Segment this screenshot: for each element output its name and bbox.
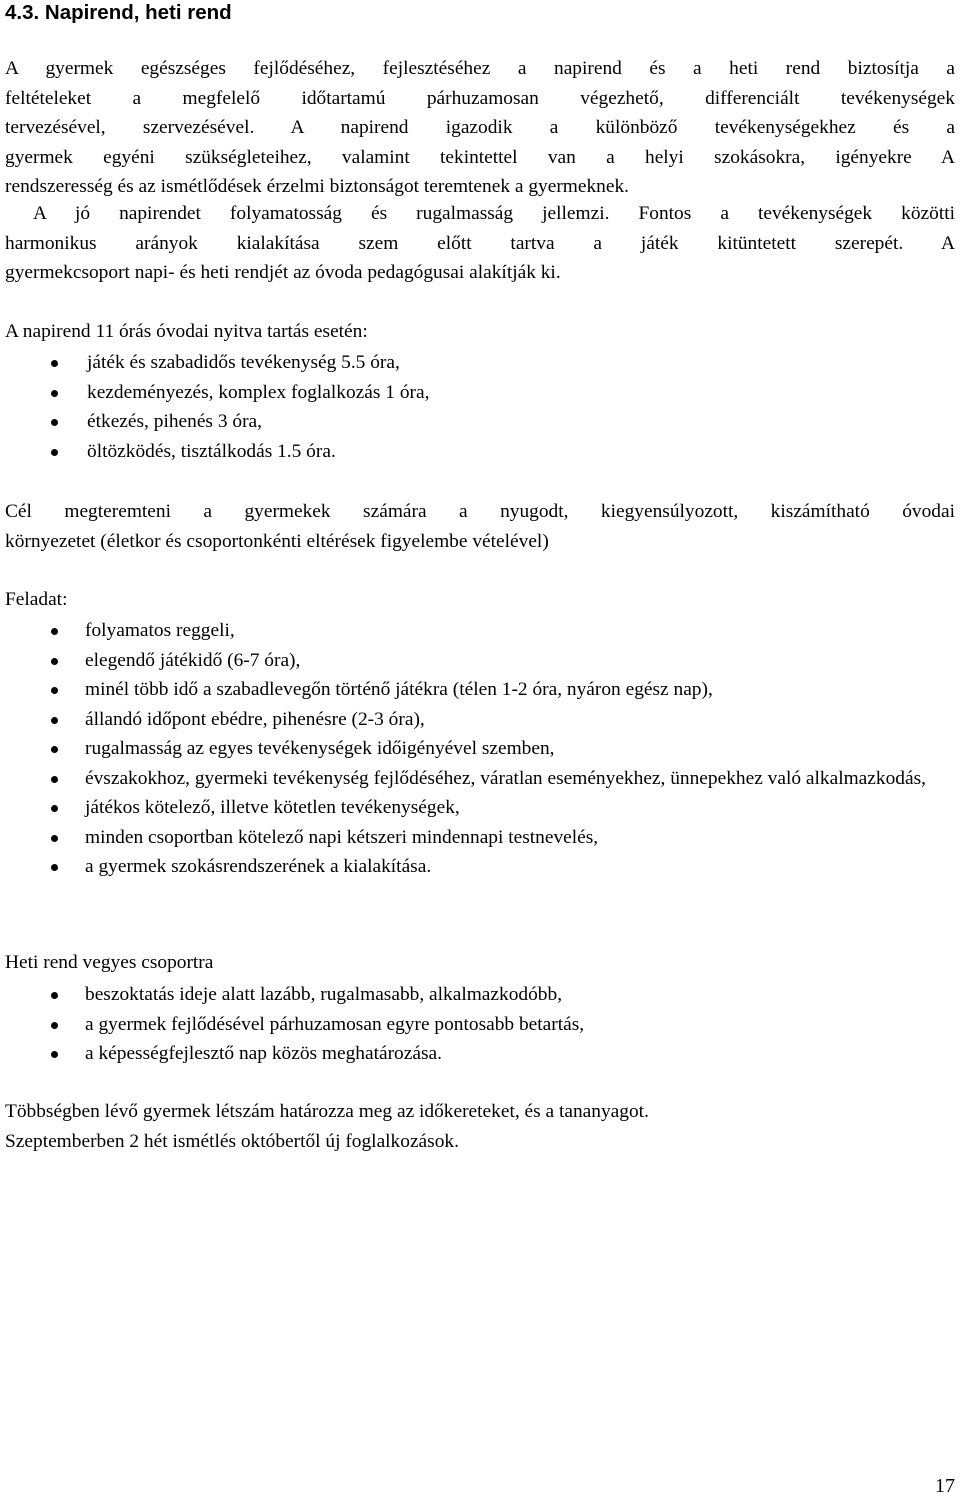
- tasks-title: Feladat:: [5, 589, 68, 610]
- list-item: rugalmasság az egyes tevékenységek időigényével szemben,: [5, 734, 955, 764]
- list-item: játékos kötelező, illetve kötetlen tevékenységek,: [5, 793, 955, 823]
- list-item: a gyermek szokásrendszerének a kialakítása.: [5, 852, 955, 882]
- list-item: minél több idő a szabadlevegőn történő játékra (télen 1-2 óra, nyáron egész nap),: [5, 675, 955, 705]
- closing-paragraph: [5, 1097, 955, 1156]
- flexibility-paragraph: [5, 199, 955, 288]
- weekly-list: [5, 980, 955, 1069]
- page-number: 17: [935, 1475, 955, 1497]
- goal-line: környezetet (életkor és csoportonkénti eltérések figyelembe vételével): [5, 530, 549, 552]
- section-heading: 4.3. Napirend, heti rend: [5, 1, 232, 24]
- list-item: étkezés, pihenés 3 óra,: [5, 407, 955, 437]
- list-item: a gyermek fejlődésével párhuzamosan egyre pontosabb betartás,: [5, 1010, 955, 1040]
- list-item: évszakokhoz, gyermeki tevékenység fejlődéséhez, váratlan eseményekhez, ünnepekhez való alkalmazkodás,: [5, 764, 955, 794]
- flexibility-line: gyermekcsoport napi- és heti rendjét az óvoda pedagógusai alakítják ki.: [5, 262, 561, 283]
- goal-line: Cél megteremteni a gyermekek számára a nyugodt, kiegyensúlyozott, kiszámítható óvodai: [5, 501, 955, 522]
- schedule-list: [5, 348, 955, 466]
- list-item: folyamatos reggeli,: [5, 616, 955, 646]
- intro-line: tervezésével, szervezésével. A napirend igazodik a különböző tevékenységekhez és a: [5, 117, 955, 138]
- intro-line: rendszeresség és az ismétlődések érzelmi biztonságot teremtenek a gyermeknek.: [5, 176, 630, 197]
- flexibility-line: harmonikus arányok kialakítása szem előtt tartva a játék kitüntetett szerepét. A: [5, 232, 955, 254]
- list-item: játék és szabadidős tevékenység 5.5 óra,: [5, 348, 955, 378]
- schedule-title: A napirend 11 órás óvodai nyitva tartás esetén:: [5, 321, 368, 342]
- closing-line: Többségben lévő gyermek létszám határozza meg az időkereteket, és a tananyagot.: [5, 1101, 649, 1122]
- goal-paragraph: [5, 497, 955, 556]
- list-item: minden csoportban kötelező napi kétszeri mindennapi testnevelés,: [5, 823, 955, 853]
- intro-paragraph: [5, 54, 955, 202]
- list-item: a képességfejlesztő nap közös meghatározása.: [5, 1039, 955, 1069]
- intro-line: gyermek egyéni szükségleteihez, valamint tekintettel van a helyi szokásokra, igényekre A: [5, 146, 955, 168]
- flexibility-line: A jó napirendet folyamatosság és rugalmasság jellemzi. Fontos a tevékenységek közötti: [5, 203, 955, 224]
- intro-line: feltételeket a megfelelő időtartamú párhuzamosan végezhető, differenciált tevékenységek: [5, 87, 955, 109]
- list-item: állandó időpont ebédre, pihenésre (2-3 óra),: [5, 705, 955, 735]
- closing-line: Szeptemberben 2 hét ismétlés októbertől új foglalkozások.: [5, 1130, 459, 1152]
- list-item: elegendő játékidő (6-7 óra),: [5, 646, 955, 676]
- intro-line: A gyermek egészséges fejlődéséhez, fejlesztéséhez a napirend és a heti rend biztosítja a: [5, 58, 955, 79]
- tasks-list: [5, 616, 955, 882]
- list-item: öltözködés, tisztálkodás 1.5 óra.: [5, 437, 955, 467]
- weekly-title: Heti rend vegyes csoportra: [5, 952, 214, 973]
- list-item: kezdeményezés, komplex foglalkozás 1 óra,: [5, 378, 955, 408]
- list-item: beszoktatás ideje alatt lazább, rugalmasabb, alkalmazkodóbb,: [5, 980, 955, 1010]
